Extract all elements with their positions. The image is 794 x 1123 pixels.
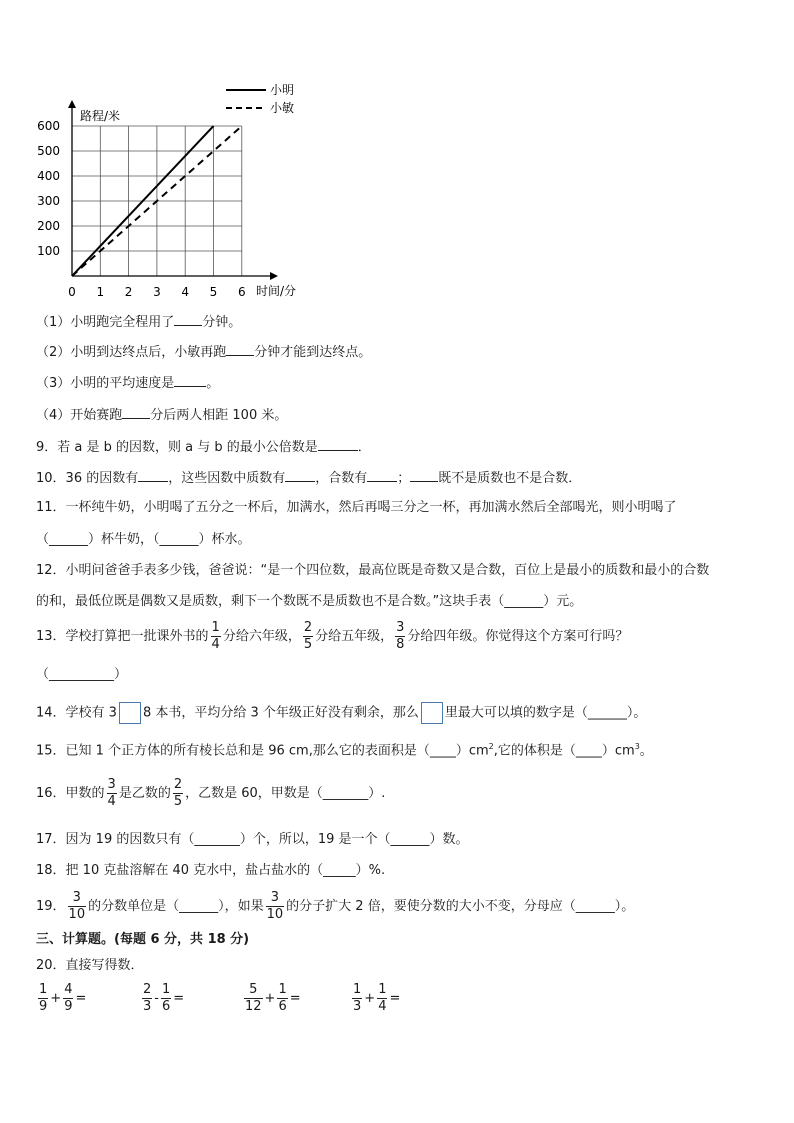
question-20: 20．直接写得数． (36, 958, 144, 973)
q15-text-b: ,它的体积是（____）cm (493, 743, 635, 759)
fraction (395, 620, 405, 653)
y-tick-label: 200 (37, 219, 60, 233)
denominator: 3 (353, 999, 362, 1014)
q9-text: 9．若 a 是 b 的因数，则 a 与 b 的最小公倍数是 (36, 440, 318, 455)
question-13 (36, 620, 628, 653)
legend-label-xiaomin: 小敏 (270, 101, 295, 115)
x-tick-label: 5 (209, 285, 218, 299)
numerator: 3 (396, 620, 405, 635)
denominator: 4 (211, 637, 220, 652)
fraction (173, 777, 183, 810)
x-tick-label: 0 (68, 285, 76, 299)
fraction (352, 982, 362, 1015)
q10-text-c: ，合数有 (315, 471, 368, 486)
question-14 (36, 702, 646, 724)
x-tick-label: 6 (237, 285, 246, 299)
denominator: 6 (161, 999, 171, 1014)
numerator: 4 (64, 982, 73, 997)
x-tick-labels (68, 285, 245, 299)
q8-4-text: （4）开始赛跑 (36, 408, 123, 423)
legend-label-xiaoming: 小明 (270, 83, 295, 97)
q8-3-text-end: 。 (206, 376, 220, 391)
q13-text-d: 分给四年级。你觉得这个方案可行吗？ (407, 628, 629, 644)
question-10 (36, 469, 581, 487)
equals-sign: = (173, 991, 185, 1006)
q13-text-a: 13．学校打算把一批课外书的 (36, 628, 209, 644)
numerator: 1 (39, 982, 48, 997)
chart-axes (68, 100, 278, 280)
q10-text-d: ； (397, 471, 411, 486)
question-15 (36, 739, 653, 759)
numerator: 3 (72, 890, 81, 905)
q14-text-c: 里最大可以填的数字是（______）。 (444, 705, 647, 721)
q8-2 (36, 343, 371, 361)
q16-text-c: ，乙数是 60，甲数是（_______）. (185, 785, 386, 801)
denominator: 10 (266, 907, 284, 922)
q8-1-text: （1）小明跑完全程用了 (36, 315, 175, 330)
fraction (303, 620, 313, 653)
numerator: 5 (249, 982, 258, 997)
q8-1 (36, 313, 241, 331)
numerator: 2 (303, 620, 313, 635)
x-tick-label: 1 (96, 285, 105, 299)
calc-item-2 (140, 982, 184, 1015)
fraction (277, 982, 287, 1015)
q8-4 (36, 406, 287, 424)
numerator: 1 (278, 982, 287, 997)
answer-blank[interactable] (174, 313, 202, 326)
fraction (266, 890, 285, 923)
q10-text-b: ，这些因数中质数有 (168, 471, 286, 486)
fraction (38, 982, 48, 1015)
digit-box[interactable] (119, 702, 141, 724)
y-axis-label: 路程/米 (80, 109, 121, 123)
fraction (142, 982, 152, 1015)
q16-text-a: 16．甲数的 (36, 785, 105, 801)
answer-blank[interactable] (285, 469, 315, 482)
q13-text-b: 分给六年级， (222, 628, 301, 644)
y-tick-label: 400 (37, 169, 60, 183)
denominator: 12 (245, 999, 262, 1014)
answer-blank[interactable] (226, 343, 254, 356)
legend (226, 83, 294, 115)
numerator: 3 (107, 777, 116, 792)
answer-blank[interactable] (318, 438, 358, 451)
question-16 (36, 777, 385, 810)
answer-blank[interactable] (367, 469, 397, 482)
denominator: 10 (68, 907, 86, 922)
denominator: 4 (107, 794, 116, 809)
numerator: 1 (161, 982, 171, 997)
superscript: 3 (634, 742, 640, 751)
question-9 (36, 438, 371, 456)
q8-2-text: （2）小明到达终点后，小敏再跑 (36, 345, 227, 360)
question-12-line1: 12．小明问爸爸手表多少钱，爸爸说：“是一个四位数，最高位既是奇数又是合数，百位上是最小的质数和最小的合数 (36, 563, 710, 578)
numerator: 1 (211, 620, 220, 635)
denominator: 6 (278, 999, 287, 1014)
y-tick-label: 500 (37, 144, 60, 158)
q15-text-c: 。 (639, 743, 653, 759)
superscript: 2 (488, 742, 494, 751)
q9-text-end: ． (357, 440, 371, 455)
fraction (161, 982, 171, 1015)
denominator: 9 (64, 999, 73, 1014)
q8-3-text: （3）小明的平均速度是 (36, 376, 175, 391)
q14-text-b: 8 本书，平均分给 3 个年级正好没有剩余，那么 (142, 705, 419, 721)
denominator: 3 (143, 999, 152, 1014)
question-11-line2: （______）杯牛奶，（______）杯水。 (36, 532, 251, 547)
fraction (377, 982, 387, 1015)
fraction (68, 890, 87, 923)
y-tick-labels (37, 119, 60, 258)
question-17: 17．因为 19 的因数只有（_______）个，所以，19 是一个（______）数。 (36, 832, 469, 847)
answer-blank[interactable] (174, 374, 206, 387)
digit-box-reference (421, 702, 443, 724)
equals-sign: = (289, 991, 301, 1006)
numerator: 2 (173, 777, 183, 792)
q10-text-e: 既不是质数也不是合数． (438, 471, 582, 486)
q8-4-text-end: 分后两人相距 100 米。 (150, 408, 288, 423)
q19-text-a: 19． (36, 898, 66, 914)
q10-text-a: 10．36 的因数有 (36, 471, 139, 486)
numerator: 3 (270, 890, 280, 905)
q13-text-c: 分给五年级， (315, 628, 394, 644)
calc-item-3 (242, 982, 301, 1015)
numerator: 1 (353, 982, 362, 997)
denominator: 8 (396, 637, 405, 652)
q14-text-a: 14．学校有 3 (36, 705, 117, 721)
denominator: 5 (303, 637, 313, 652)
operator: - (154, 991, 159, 1006)
question-19 (36, 890, 634, 923)
operator: + (264, 991, 276, 1006)
answer-blank[interactable] (138, 469, 168, 482)
x-axis-label: 时间/分 (256, 284, 297, 298)
fraction (244, 982, 263, 1015)
calc-item-4 (350, 982, 400, 1015)
x-tick-label: 4 (181, 285, 190, 299)
distance-time-chart (30, 78, 320, 303)
y-tick-label: 600 (37, 119, 60, 133)
q8-3 (36, 374, 219, 392)
denominator: 4 (378, 999, 387, 1014)
q8-2-text-end: 分钟才能到达终点。 (254, 345, 372, 360)
q15-text-a: 15．已知 1 个正方体的所有棱长总和是 96 cm,那么它的表面积是（____）cm (36, 743, 489, 759)
y-tick-label: 100 (37, 244, 60, 258)
denominator: 9 (39, 999, 48, 1014)
answer-blank[interactable] (122, 406, 150, 419)
operator: + (364, 991, 376, 1006)
numerator: 2 (143, 982, 152, 997)
fraction (63, 982, 73, 1015)
q8-1-text-end: 分钟。 (202, 315, 242, 330)
y-tick-label: 300 (37, 194, 60, 208)
denominator: 5 (173, 794, 183, 809)
operator: + (50, 991, 62, 1006)
fraction (211, 620, 221, 653)
answer-blank[interactable] (410, 469, 438, 482)
question-12-line2: 的和，最低位既是偶数又是质数，剩下一个数既不是质数也不是合数。”这块手表（______）元。 (36, 594, 583, 609)
section-3-heading: 三、计算题。(每题 6 分，共 18 分) (36, 932, 250, 947)
numerator: 1 (378, 982, 387, 997)
question-11-line1: 11．一杯纯牛奶，小明喝了五分之一杯后，加满水，然后再喝三分之一杯，再加满水然后全部喝光，则小明喝了 (36, 500, 677, 515)
question-18: 18．把 10 克盐溶解在 40 克水中，盐占盐水的（_____）%. (36, 863, 386, 878)
equals-sign: = (389, 991, 401, 1006)
calc-item-1 (36, 982, 86, 1015)
x-tick-label: 2 (124, 285, 133, 299)
q16-text-b: 是乙数的 (118, 785, 171, 801)
q19-text-b: 的分数单位是（______），如果 (88, 898, 264, 914)
x-tick-label: 3 (153, 285, 161, 299)
q19-text-c: 的分子扩大 2 倍，要使分数的大小不变，分母应（______）。 (286, 898, 635, 914)
fraction (107, 777, 117, 810)
equals-sign: = (75, 991, 87, 1006)
q13-answer[interactable]: （__________） (36, 667, 128, 682)
